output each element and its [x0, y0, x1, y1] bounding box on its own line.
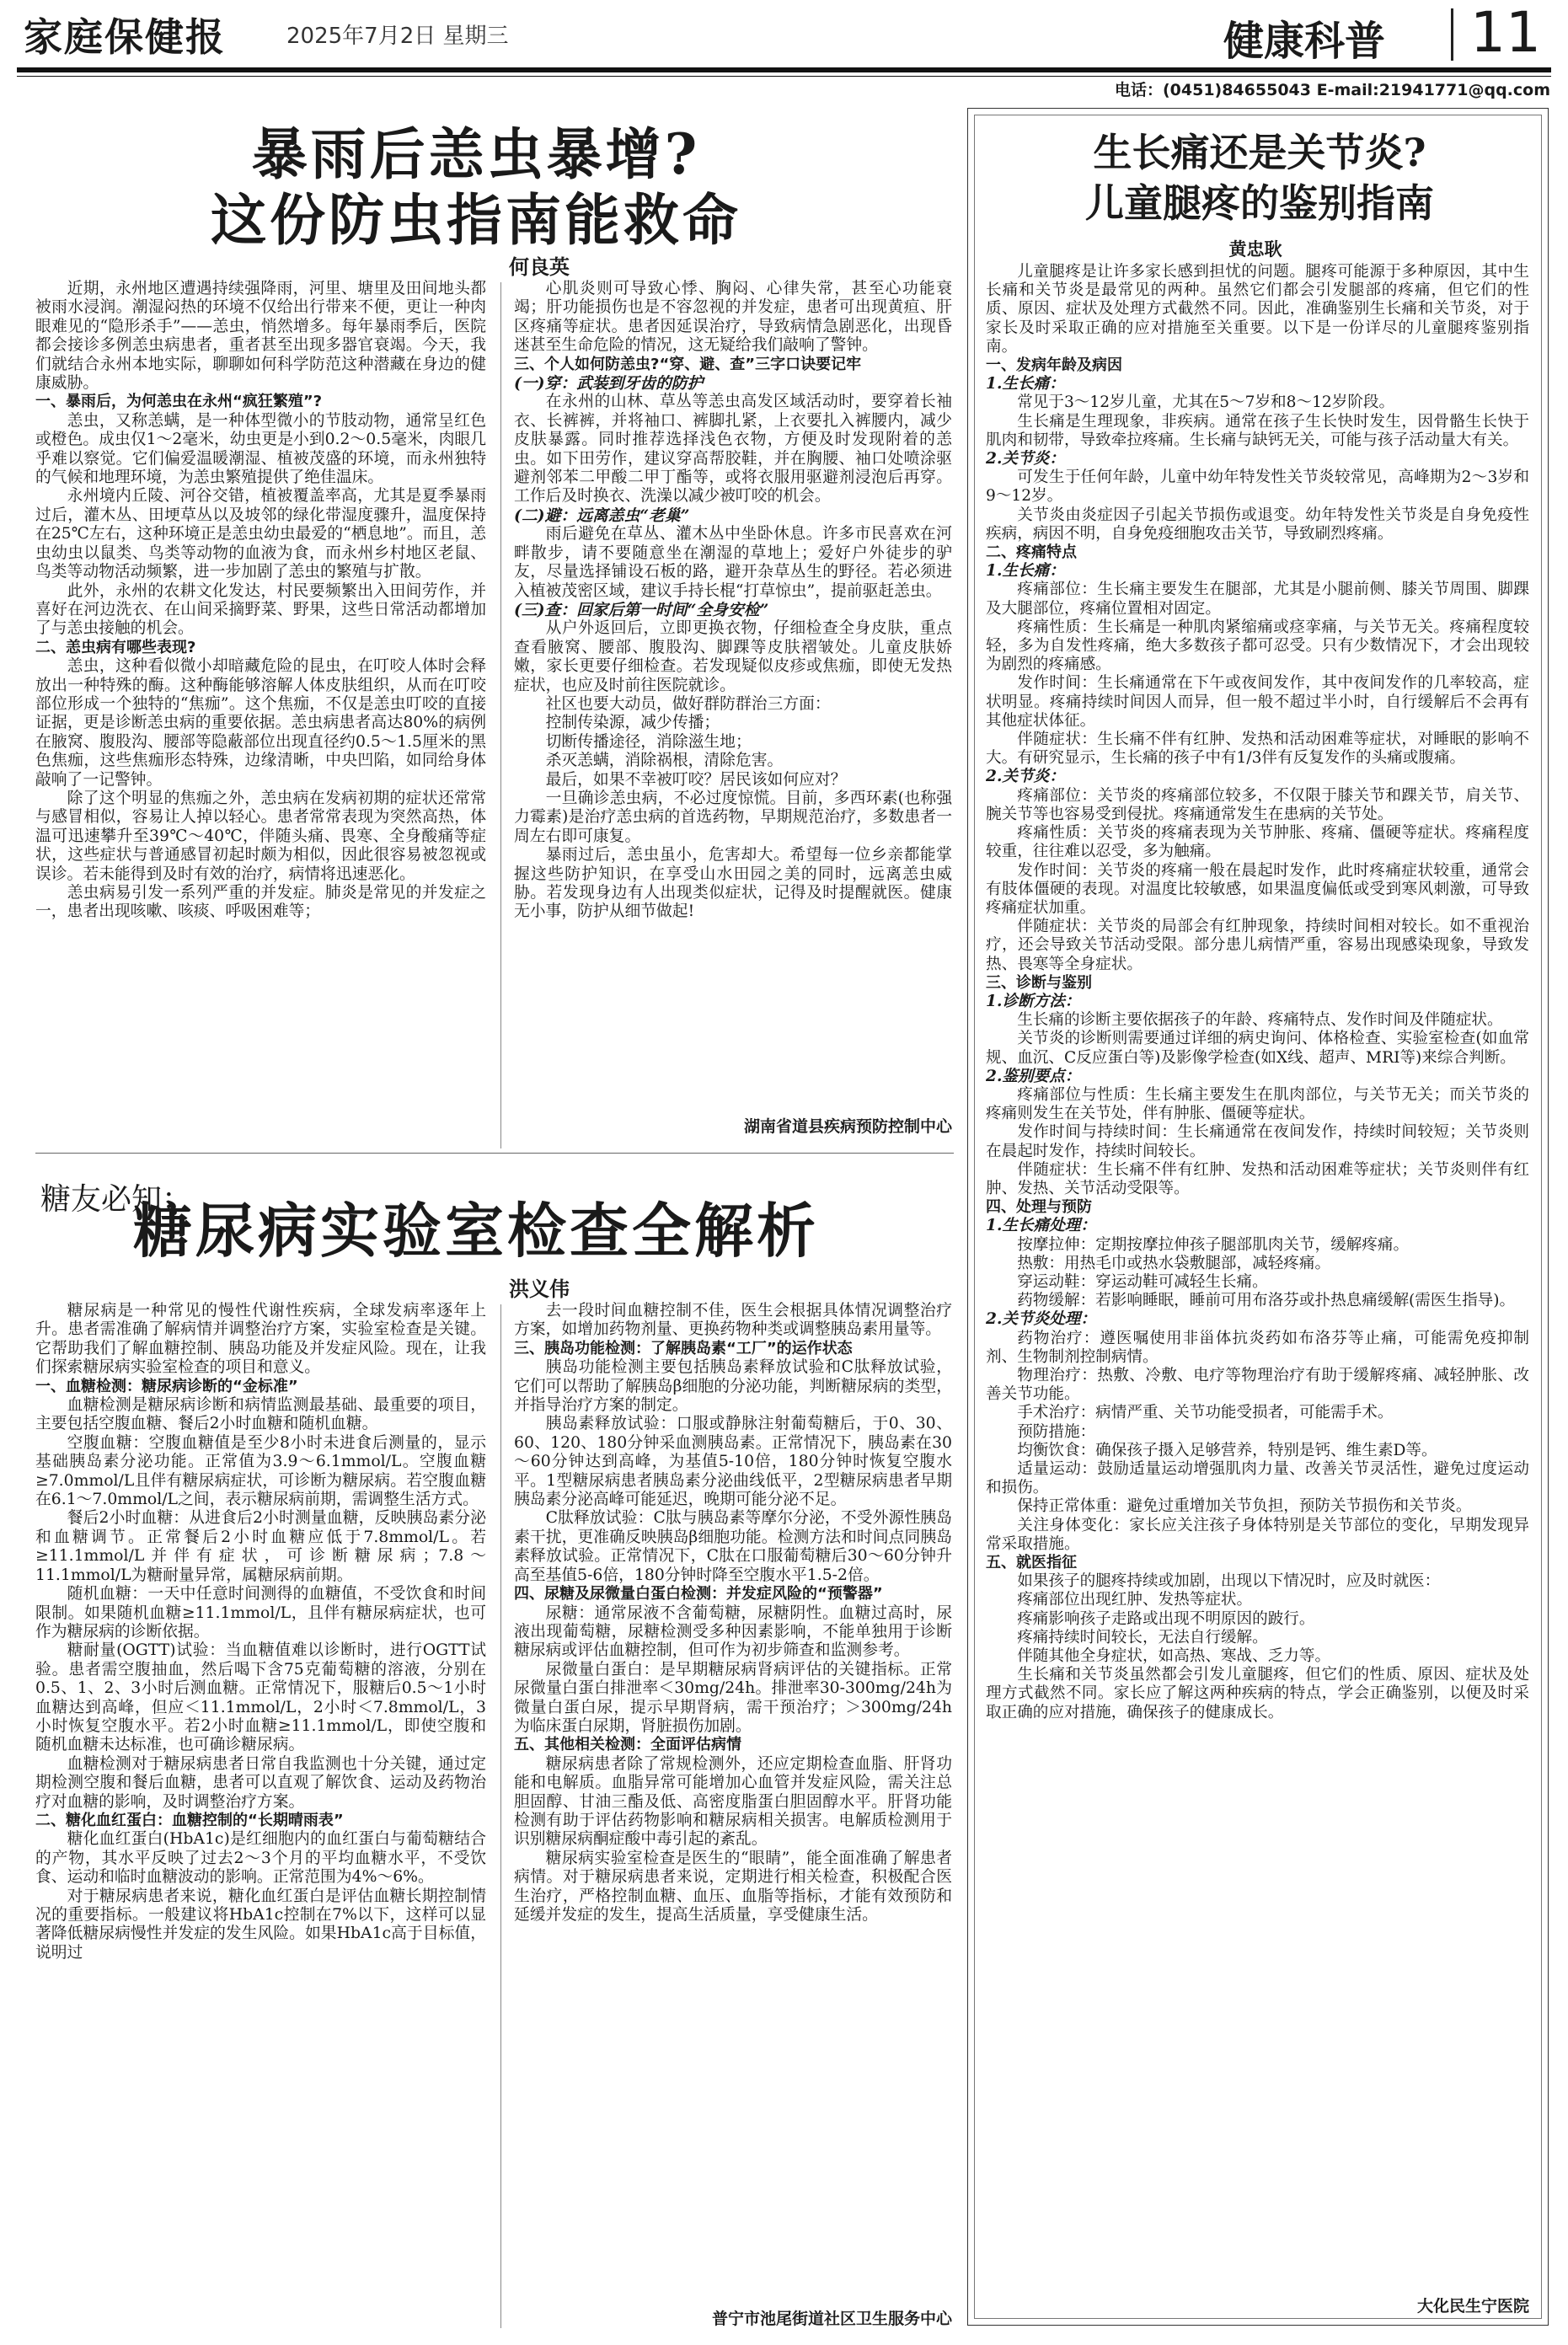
issue-date: 2025年7月2日 星期三 — [286, 24, 509, 49]
subheading: 1.生长痛处理： — [986, 1217, 1096, 1235]
subheading: (一)穿：武装到牙齿的防护 — [514, 374, 704, 394]
header-rule-thin — [17, 76, 1551, 77]
article1-column-right — [514, 280, 952, 1110]
paragraph: 发作时间与持续时间：生长痛通常在夜间发作，持续时间较短；关节炎则在晨起时发作，持续时间较长。 — [986, 1123, 1529, 1160]
paragraph: 对于糖尿病患者来说，糖化血红蛋白是评估血糖长期控制情况的重要指标。一般建议将HbA1c控制在7%以下，这样可以显著降低糖尿病慢性并发症的发生风险。如果HbA1c高于目标值，说明过 — [35, 1887, 486, 1962]
paragraph: 适量运动：鼓励适量运动增强肌肉力量、改善关节灵活性，避免过度运动和损伤。 — [986, 1460, 1529, 1497]
paragraph: 生长痛和关节炎虽然都会引发儿童腿疼，但它们的性质、原因、症状及处理方式截然不同。家长应了解这两种疾病的特点，学会正确鉴别，以便及时采取正确的应对措施，确保孩子的健康成长。 — [986, 1666, 1529, 1721]
paragraph: 疼痛性质：生长痛是一种肌肉紧缩痛或痉挛痛，与关节无关。疼痛程度较轻，多为自发性疼痛，绝大多数孩子都可忍受。只有少数情况下，才会出现较为剧烈的疼痛感。 — [986, 618, 1529, 674]
paragraph: 预防措施： — [1017, 1422, 1096, 1441]
paragraph: 恙虫病易引发一系列严重的并发症。肺炎是常见的并发症之一，患者出现咳嗽、咳痰、呼吸困难等； — [35, 884, 486, 921]
section-heading: 五、其他相关检测：全面评估病情 — [514, 1736, 741, 1754]
subheading: 2.关节炎： — [986, 450, 1065, 468]
paragraph: C肽释放试验：C肽与胰岛素等摩尔分泌，不受外源性胰岛素干扰，更准确反映胰岛β细胞功能。检测方法和时间点同胰岛素释放试验。正常情况下，C肽在口服葡萄糖后30～60分钟升高至基值5-6倍，180分钟时降至空腹水平1.5-2倍。 — [514, 1509, 952, 1584]
article2-author: 洪义伟 — [509, 1277, 570, 1301]
article2-title: 糖尿病实验室检查全解析 — [133, 1196, 819, 1266]
paragraph: 疼痛部位与性质：生长痛主要发生在肌肉部位，与关节无关；而关节炎的疼痛则发生在关节处，伴有肿胀、僵硬等症状。 — [986, 1085, 1529, 1123]
paragraph: 疼痛影响孩子走路或出现不明原因的跛行。 — [1017, 1609, 1315, 1628]
paragraph: 关节炎由炎症因子引起关节损伤或退变。幼年特发性关节炎是自身免疫性疾病，病因不明，自身免疫细胞攻击关节，导致刷烈疼痛。 — [986, 506, 1529, 543]
paragraph: 糖尿病是一种常见的慢性代谢性疾病，全球发病率逐年上升。患者需准确了解病情并调整治疗方案，实验室检查是关键。它帮助我们了解血糖控制、胰岛功能及并发症风险。现在，让我们探索糖尿病实验室检查的项目和意义。 — [35, 1302, 486, 1377]
paragraph: 一旦确诊恙虫病，不必过度惊慌。目前，多西环素(也称强力霉素)是治疗恙虫病的首选药物，早期规范治疗，多数患者一周左右即可康复。 — [514, 789, 952, 845]
paragraph: 糖耐量(OGTT)试验：当血糖值难以诊断时，进行OGTT试验。患者需空腹抽血，然后喝下含75克葡萄糖的溶液，分别在0.5、1、2、3小时后测血糖。正常情况下，服糖后0.5～1小时血糖达到高峰，但应＜11.1mmol/L，2小时＜7.8mmol/L，3小时恢复空腹水平。若2小时血糖≥11.1mmol/L，即使空腹和随机血糖未达标准，也可确诊糖尿病。 — [35, 1641, 486, 1754]
section-title: 健康科普 — [1223, 18, 1386, 65]
subheading: 1.生长痛： — [986, 562, 1065, 581]
article1-column-left — [35, 280, 486, 1138]
paragraph: 发作时间：生长痛通常在下午或夜间发作，其中夜间发作的几率较高，症状明显。疼痛持续时间因人而异，但一般不超过半小时，自行缓解后不会再有其他症状体征。 — [986, 674, 1529, 730]
page-number: 11 — [1470, 0, 1541, 65]
paragraph: 随机血糖：一天中任意时间测得的血糖值，不受饮食和时间限制。如果随机血糖≥11.1mmol/L，且伴有糖尿病症状，也可作为糖尿病的诊断依据。 — [35, 1585, 486, 1641]
paragraph: 永州境内丘陵、河谷交错，植被覆盖率高，尤其是夏季暴雨过后，灌木丛、田埂草丛以及坡邻的绿化带湿度骤升，温度保持在25℃左右，这种环境正是恙虫幼虫最爱的“栖息地”。而且，恙虫幼虫以鼠类、鸟类等动物的血液为食，而永州乡村地区老鼠、鸟类等动物活动频繁，进一步加剧了恙虫的繁殖与扩散。 — [35, 487, 486, 581]
subheading: 1.生长痛： — [986, 375, 1065, 394]
paragraph: 血糖检测是糖尿病诊断和病情监测最基础、最重要的项目，主要包括空腹血糖、餐后2小时血糖和随机血糖。 — [35, 1396, 486, 1433]
paragraph: 控制传染源，减少传播； — [545, 714, 720, 732]
paragraph: 疼痛部位：关节炎的疼痛部位较多，不仅限于膝关节和踝关节，肩关节、腕关节等也容易受到侵扰。疼痛通常发生在患病的关节处。 — [986, 786, 1529, 823]
article3-column — [986, 263, 1529, 2285]
paragraph: 生长痛是生理现象，非疾病。通常在孩子生长快时发生，因骨骼生长快于肌肉和韧带，导致牵拉疼痛。生长痛与缺钙无关，可能与孩子活动量大有关。 — [986, 412, 1529, 449]
paragraph: 发作时间：关节炎的疼痛一般在晨起时发作，此时疼痛症状较重，通常会有肢体僵硬的表现。对温度比较敏感，如果温度偏低或受到寒风刺激，可导致疼痛症状加重。 — [986, 861, 1529, 917]
paragraph: 药物治疗：遵医嘱使用非甾体抗炎药如布洛芬等止痛，可能需免疫抑制剂、生物制剂控制病情。 — [986, 1329, 1529, 1366]
paragraph: 血糖检测对于糖尿病患者日常自我监测也十分关键，通过定期检测空腹和餐后血糖，患者可以直观了解饮食、运动及药物治疗对血糖的影响，及时调整治疗方案。 — [35, 1754, 486, 1811]
article3-title-line1: 生长痛还是关节炎? — [1093, 130, 1426, 175]
paragraph: 关节炎的诊断则需要通过详细的病史询问、体格检查、实验室检查(如血常规、血沉、C反应蛋白等)及影像学检查(如X线、超声、MRI等)来综合判断。 — [986, 1030, 1529, 1067]
paragraph: 按摩拉伸：定期按摩拉伸孩子腿部肌肉关节，缓解疼痛。 — [1017, 1235, 1410, 1254]
section-heading: 二、疼痛特点 — [986, 543, 1077, 562]
paragraph: 雨后避免在草丛、灌木丛中坐卧休息。许多市民喜欢在河畔散步，请不要随意坐在潮湿的草地上；爱好户外徒步的驴友，尽量选择铺设石板的路，避开杂草丛生的野径。若必须进入植被茂密区域，建议手持长棍“打草惊虫”，提前驱赶恙虫。 — [514, 525, 952, 600]
paragraph: 社区也要大动员，做好群防群治三方面： — [545, 694, 831, 713]
paragraph: 胰岛功能检测主要包括胰岛素释放试验和C肽释放试验，它们可以帮助了解胰岛β细胞的分泌功能，判断糖尿病的类型，并指导治疗方案的制定。 — [514, 1358, 952, 1415]
paragraph: 如果孩子的腿疼持续或加剧，出现以下情况时，应及时就医： — [1017, 1572, 1441, 1591]
section-heading: 一、血糖检测：糖尿病诊断的“金标准” — [35, 1377, 298, 1395]
paragraph: 疼痛部位出现红肿、发热等症状。 — [1017, 1591, 1253, 1609]
section-heading: 一、发病年龄及病因 — [986, 356, 1122, 375]
section-heading: 五、就医指征 — [986, 1554, 1077, 1572]
paragraph: 除了这个明显的焦痂之外，恙虫病在发病初期的症状还常常与感冒相似，容易让人掉以轻心。患者常常表现为突然高热，体温可迅速攀升至39℃～40℃，伴随头痛、畏寒、全身酸痛等症状，这些症状与普通感冒初起时颇为相似，因此很容易被忽视或误诊。若未能得到及时有效的治疗，病情将迅速恶化。 — [35, 789, 486, 883]
section-heading: 四、尿糖及尿微量白蛋白检测：并发症风险的“预警器” — [514, 1585, 883, 1603]
article1-title-line2: 这份防虫指南能救命 — [211, 187, 741, 253]
article3-organization: 大化民生宁医院 — [1416, 2297, 1529, 2316]
paragraph: 热敷：用热毛巾或热水袋敷腿部，减轻疼痛。 — [1017, 1254, 1331, 1272]
article3-title-line2: 儿童腿疼的鉴别指南 — [1085, 180, 1434, 226]
paragraph: 糖尿病实验室检查是医生的“眼睛”，能全面准确了解患者病情。对于糖尿病患者来说，定期进行相关检查，积极配合医生治疗，严格控制血糖、血压、血脂等指标，才能有效预防和延缓并发症的发生，提高生活质量，享受健康生活。 — [514, 1849, 952, 1924]
column-divider-2 — [500, 1304, 501, 2328]
subheading: (三)查：回家后第一时间“全身安检” — [514, 600, 769, 619]
header-rule — [17, 67, 1551, 72]
article2-column-right — [514, 1302, 952, 2300]
paragraph: 暴雨过后，恙虫虽小，危害却大。希望每一位乡亲都能掌握这些防护知识，在享受山水田园之美的同时，远离恙虫威胁。若发现身边有人出现类似症状，记得及时提醒就医。健康无小事，防护从细节做起! — [514, 846, 952, 921]
section-heading: 三、胰岛功能检测：了解胰岛素“工厂”的运作状态 — [514, 1339, 853, 1357]
paragraph: 糖化血红蛋白(HbA1c)是红细胞内的血红蛋白与葡萄糖结合的产物，其水平反映了过去2～3个月的平均血糖水平，不受饮食、运动和临时血糖波动的影响。正常范围为4%～6%。 — [35, 1830, 486, 1887]
subheading: 2.关节炎处理： — [986, 1310, 1096, 1329]
paragraph: 恙虫，又称恙螨，是一种体型微小的节肢动物，通常呈红色或橙色。成虫仅1～2毫米，幼虫更是小到0.2～0.5毫米，肉眼几乎难以察觉。它们偏爱温暖潮湿、植被茂盛的环境，而永州独特的气候和地理环境，为恙虫繁殖提供了绝佳温床。 — [35, 411, 486, 487]
section-heading: 四、处理与预防 — [986, 1198, 1092, 1217]
paragraph: 伴随症状：关节炎的局部会有红肿现象，持续时间相对较长。如不重视治疗，还会导致关节活动受限。部分患儿病情严重，容易出现感染现象，导致发热、畏寒等全身症状。 — [986, 918, 1529, 973]
column-divider — [500, 282, 501, 1148]
paragraph: 杀灭恙螨，消除祸根，清除危害。 — [545, 752, 784, 770]
section-heading: 三、个人如何防恙虫?“穿、避、查”三字口诀要记牢 — [514, 355, 862, 373]
paragraph: 心肌炎则可导致心悸、胸闷、心律失常，甚至心功能衰竭；肝功能损伤也是不容忽视的并发症，患者可出现黄疸、肝区疼痛等症状。患者因延误治疗，导致病情急剧恶化，出现昏迷甚至生命危险的情况，这无疑给我们敲响了警钟。 — [514, 280, 952, 355]
contact-info: 电话：(0451)84655043 E-mail:21941771@qq.com — [1114, 81, 1550, 99]
paragraph: 在永州的山林、草丛等恙虫高发区域活动时，要穿着长袖衣、长裤裤，并将袖口、裤脚扎紧，上衣要扎入裤腰内，减少皮肤暴露。同时推荐选择浅色衣物，方便及时发现附着的恙虫。如下田劳作，建议穿高帮胶鞋，并在胸腰、袖口处喷涂驱避剂邻苯二甲酸二甲丁酯等，或将衣服用驱避剂浸泡后再穿。工作后及时换衣、洗澡以减少被叮咬的机会。 — [514, 393, 952, 506]
paragraph: 伴随其他全身症状，如高热、寒战、乏力等。 — [1017, 1647, 1331, 1666]
paragraph: 从户外返回后，立即更换衣物，仔细检查全身皮肤，重点查看腋窝、腰部、腹股沟、脚踝等皮肤褶皱处。儿童皮肤娇嫩，家长更要仔细检查。若发现疑似皮疹或焦痂，即使无发热症状，也应及时前往医院就诊。 — [514, 619, 952, 694]
section-heading: 二、糖化血红蛋白：血糖控制的“长期晴雨表” — [35, 1811, 344, 1829]
article3-author: 黄忠耿 — [1228, 238, 1282, 260]
paragraph: 物理治疗：热敷、冷敷、电疗等物理治疗有助于缓解疼痛、减轻肿胀、改善关节功能。 — [986, 1366, 1529, 1404]
paragraph: 最后，如果不幸被叮咬？居民该如何应对？ — [545, 770, 847, 789]
article1-organization: 湖南省道县疾病预防控制中心 — [743, 1117, 952, 1136]
paragraph: 可发生于任何年龄，儿童中幼年特发性关节炎较常见，高峰期为2～3岁和9～12岁。 — [986, 468, 1529, 506]
paragraph: 去一段时间血糖控制不佳，医生会根据具体情况调整治疗方案，如增加药物剂量、更换药物种类或调整胰岛素用量等。 — [514, 1302, 952, 1339]
paragraph: 生长痛的诊断主要依据孩子的年龄、疼痛特点、发作时间及伴随症状。 — [1017, 1011, 1503, 1030]
paragraph: 尿微量白蛋白：是早期糖尿病肾病评估的关键指标。正常尿微量白蛋白排泄率＜30mg/24h。排泄率30-300mg/24h为微量白蛋白尿，提示早期肾病，需干预治疗；＞300mg/24h为临床蛋白尿期，肾脏损伤加剧。 — [514, 1660, 952, 1735]
paragraph: 疼痛持续时间较长，无法自行缓解。 — [1017, 1628, 1268, 1646]
paragraph: 胰岛素释放试验：口服或静脉注射葡萄糖后，于0、30、60、120、180分钟采血测胰岛素。正常情况下，胰岛素在30～60分钟达到高峰，为基值5-10倍，180分钟时恢复空腹水平。1型糖尿病患者胰岛素分泌曲线低平，2型糖尿病患者早期胰岛素分泌高峰可能延迟，晚期可能分泌不足。 — [514, 1415, 952, 1509]
article2-kicker: 糖友必知： — [40, 1182, 193, 1217]
article2-organization: 普宁市池尾街道社区卫生服务中心 — [711, 2310, 952, 2328]
paragraph: 穿运动鞋：穿运动鞋可减轻生长痛。 — [1017, 1272, 1268, 1291]
paragraph: 伴随症状：生长痛不伴有红肿、发热和活动困难等症状；关节炎则伴有红肿、发热、关节活动受限等。 — [986, 1160, 1529, 1197]
paragraph: 常见于3～12岁儿童，尤其在5～7岁和8～12岁阶段。 — [1017, 394, 1395, 412]
header-divider — [1451, 8, 1453, 61]
paragraph: 餐后2小时血糖：从进食后2小时测量血糖，反映胰岛素分泌和血糖调节。正常餐后2小时血糖应低于7.8mmol/L。若≥11.1mmol/L并伴有症状，可诊断糖尿病；7.8～11.1mmol/L为糖耐量异常，属糖尿病前期。 — [35, 1509, 486, 1584]
section-heading: 二、恙虫病有哪些表现? — [35, 638, 196, 656]
subheading: 1.诊断方法： — [986, 992, 1081, 1010]
paragraph: 糖尿病患者除了常规检测外，还应定期检查血脂、肝肾功能和电解质。血脂异常可能增加心血管并发症风险，需关注总胆固醇、甘油三酯及低、高密度脂蛋白胆固醇水平。肝肾功能检测有助于评估药物影响和糖尿病相关损害。电解质检测用于识别糖尿病酮症酸中毒引起的紊乱。 — [514, 1754, 952, 1849]
paragraph: 药物缓解：若影响睡眠，睡前可用布洛芬或扑热息痛缓解(需医生指导)。 — [1017, 1292, 1516, 1310]
subheading: (二)避：远离恙虫“老巢” — [514, 506, 690, 525]
paragraph: 近期，永州地区遭遇持续强降雨，河里、塘里及田间地头都被雨水浸润。潮湿闷热的环境不仅给出行带来不便，更让一种肉眼难见的“隐形杀手”——恙虫，悄然增多。每年暴雨季后，医院都会接诊多例恙虫病患者，重者甚至出现多器官衰竭。今天，我们就结合永州本地实际，聊聊如何科学防范这种潜藏在身边的健康威胁。 — [35, 280, 486, 393]
article2-column-left — [35, 1302, 486, 2330]
subheading: 2.关节炎： — [986, 768, 1065, 786]
paragraph: 恙虫，这种看似微小却暗藏危险的昆虫，在叮咬人体时会释放出一种特殊的酶。这种酶能够溶解人体皮肤组织，从而在叮咬部位形成一个独特的“焦痂”。这个焦痂，不仅是恙虫叮咬的直接证据，更是诊断恙虫病的重要依据。恙虫病患者高达80%的病例在腋窝、腹股沟、腰部等隐蔽部位出现直径约0.5～1.5厘米的黑色焦痂，这些焦痂形态特殊，边缘清晰，中央凹陷，如同给身体敲响了一记警钟。 — [35, 657, 486, 789]
paragraph: 疼痛性质：关节炎的疼痛表现为关节肿胀、疼痛、僵硬等症状。疼痛程度较重，往往难以忍受，多为触痛。 — [986, 824, 1529, 861]
paragraph: 尿糖：通常尿液不含葡萄糖，尿糖阴性。血糖过高时，尿液出现葡萄糖，尿糖检测受多种因素影响，不能单独用于诊断糖尿病或评估血糖控制，但可作为初步筛查和监测参考。 — [514, 1603, 952, 1660]
paragraph: 手术治疗：病情严重、关节功能受损者，可能需手术。 — [1017, 1404, 1394, 1422]
paragraph: 保持正常体重：避免过重增加关节负担，预防关节损伤和关节炎。 — [1017, 1497, 1472, 1516]
paragraph: 均衡饮食：确保孩子摄入足够营养，特别是钙、维生素D等。 — [1017, 1441, 1437, 1459]
paragraph: 儿童腿疼是让许多家长感到担忧的问题。腿疼可能源于多种原因，其中生长痛和关节炎是最常见的两种。虽然它们都会引发腿部的疼痛，但它们的性质、原因、症状及处理方式截然不同。因此，准确鉴别生长痛和关节炎，对于家长及时采取正确的应对措施至关重要。以下是一份详尽的儿童腿疼鉴别指南。 — [986, 263, 1529, 356]
subheading: 2.鉴别要点： — [986, 1067, 1081, 1085]
paragraph: 关注身体变化：家长应关注孩子身体特别是关节部位的变化，早期发现异常采取措施。 — [986, 1516, 1529, 1553]
paragraph: 切断传播途径，消除滋生地； — [545, 732, 752, 751]
paragraph: 疼痛部位：生长痛主要发生在腿部，尤其是小腿前侧、膝关节周围、脚踝及大腿部位，疼痛位置相对固定。 — [986, 581, 1529, 618]
article1-author: 何良英 — [509, 254, 570, 279]
paragraph: 空腹血糖：空腹血糖值是至少8小时未进食后测量的，显示基础胰岛素分泌功能。正常值为3.9～6.1mmol/L。空腹血糖≥7.0mmol/L且伴有糖尿病症状，可诊断为糖尿病。若空腹血糖在6.1～7.0mmol/L之间，表示糖尿病前期，需调整生活方式。 — [35, 1433, 486, 1509]
paragraph: 伴随症状：生长痛不伴有红肿、发热和活动困难等症状，对睡眠的影响不大。有研究显示，生长痛的孩子中有1/3伴有反复发作的头痛或腹痛。 — [986, 731, 1529, 768]
article1-title-line1: 暴雨后恙虫暴增? — [251, 121, 701, 187]
section-heading: 一、暴雨后，为何恙虫在永州“疯狂繁殖”? — [35, 393, 323, 411]
paragraph: 此外，永州的农耕文化发达，村民要频繁出入田间劳作，并喜好在河边洗衣、在山间采摘野菜、野果，这些日常活动都增加了与恙虫接触的机会。 — [35, 581, 486, 638]
article-divider — [35, 1153, 954, 1154]
section-heading: 三、诊断与鉴别 — [986, 973, 1092, 992]
newspaper-name: 家庭保健报 — [24, 14, 226, 60]
